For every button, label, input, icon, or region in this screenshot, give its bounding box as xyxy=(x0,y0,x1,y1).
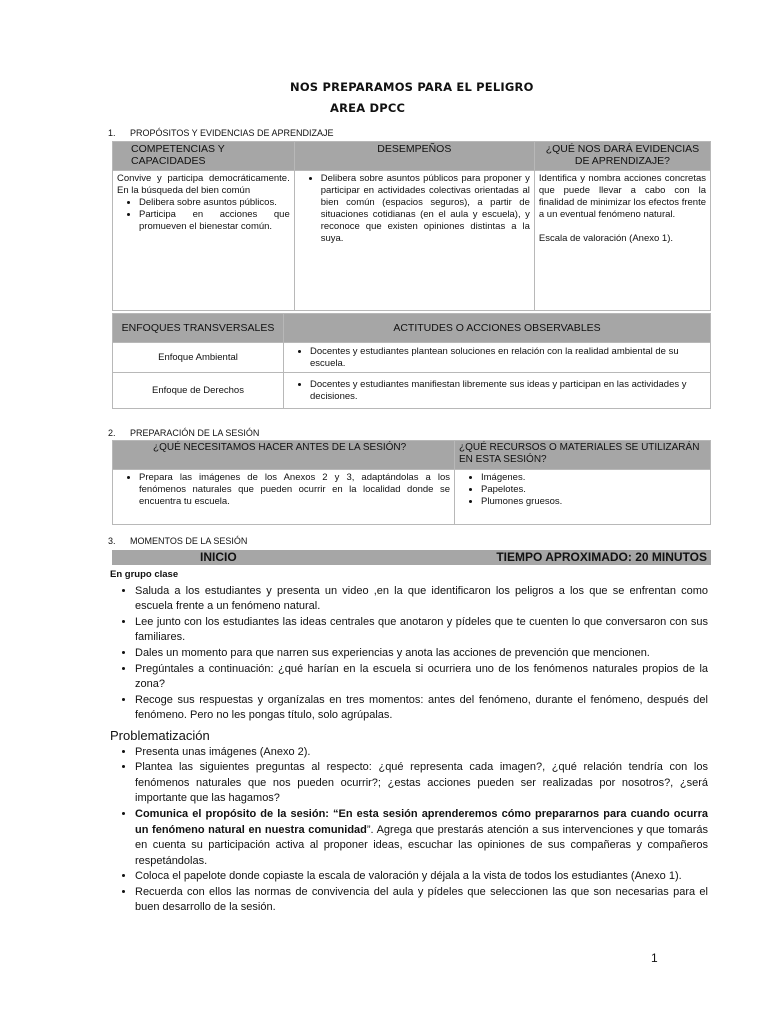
competencia-intro: Convive y participa democráticamente. En la búsqueda del bien común xyxy=(117,173,290,196)
list-item: • Lee junto con los estudiantes las ideas centrales que anotaron y pídeles que te cuenten lo que conversaron con sus familiares. xyxy=(135,615,708,646)
list-item xyxy=(135,807,708,869)
escala-text: Escala de valoración (Anexo 1). xyxy=(538,233,674,244)
list-item: • Presenta unas imágenes (Anexo 2). xyxy=(135,745,708,761)
list-item: • Coloca el papelote donde copiaste la escala de valoración y déjala a la vista de todos los estudiantes (Anexo 1). xyxy=(135,869,708,885)
document-area: AREA DPCC xyxy=(330,101,406,115)
section-heading-2: 2. PREPARACIÓN DE LA SESIÓN xyxy=(108,428,260,438)
desempenos-cell xyxy=(294,171,534,311)
antes-cell xyxy=(113,470,455,525)
inicio-list xyxy=(110,584,708,724)
header-antes: ¿QUÉ NECESITAMOS HACER ANTES DE LA SESIÓN? xyxy=(113,441,455,470)
header-actitudes: ACTITUDES O ACCIONES OBSERVABLES xyxy=(284,314,711,343)
section-heading-3: 3. MOMENTOS DE LA SESIÓN xyxy=(108,536,248,546)
actitud-item: • Docentes y estudiantes manifiestan libremente sus ideas y participan en las actividades y decisiones. xyxy=(310,379,706,403)
list-item: • Recoge sus respuestas y organízalas en tres momentos: antes del fenómeno, durante el fenómeno, después del fenómeno. Pero no les pongas título, solo agrúpalas. xyxy=(135,693,708,724)
proposito-rest: ”. Agrega que prestarás atención a sus intervenciones y que tomarás en cuenta su participación activa al proponer ideas, escuchar las opiniones de sus compañeras y compañeros respetándolas. xyxy=(135,823,708,867)
header-competencias: COMPETENCIAS Y CAPACIDADES xyxy=(113,142,295,171)
header-desempenos: DESEMPEÑOS xyxy=(294,142,534,171)
recurso-item: • Plumones gruesos. xyxy=(481,496,706,508)
problematizacion-list xyxy=(110,745,708,917)
list-item: • Saluda a los estudiantes y presenta un video ,en la que identificaron los peligros a los que se enfrentan como escuela frente a un fenómeno natural. xyxy=(135,584,708,615)
header-evidencias: ¿QUÉ NOS DARÁ EVIDENCIAS DE APRENDIZAJE? xyxy=(534,142,710,171)
competencias-cell xyxy=(113,171,295,311)
inicio-label: INICIO xyxy=(200,550,237,564)
document-title: NOS PREPARAMOS PARA EL PELIGRO xyxy=(290,80,534,94)
actitud-cell xyxy=(284,373,711,409)
recurso-item: • Papelotes. xyxy=(481,484,706,496)
inicio-bar xyxy=(112,550,711,565)
actitud-item: • Docentes y estudiantes plantean soluciones en relación con la realidad ambiental de su escuela. xyxy=(310,346,706,370)
problematizacion-subtitle: Problematización xyxy=(110,727,210,743)
enfoque-label: Enfoque Ambiental xyxy=(113,343,284,373)
list-item: • Plantea las siguientes preguntas al respecto: ¿qué representa cada imagen?, ¿qué relación tendría con los fenómenos naturales que nos pueden ocurrir?; ¿estas acciones pueden ser realizadas por nosotros?, ¿será importante que las hagamos? xyxy=(135,760,708,807)
actitud-cell xyxy=(284,343,711,373)
section-heading-1: 1. PROPÓSITOS Y EVIDENCIAS DE APRENDIZAJE xyxy=(108,128,334,138)
capacidad-item: • Participa en acciones que promueven el bienestar común. xyxy=(139,209,290,233)
grupo-clase-subtitle: En grupo clase xyxy=(110,569,179,580)
list-item: • Recuerda con ellos las normas de convivencia del aula y pídeles que seleccionen las que son necesarias para el buen desarrollo de la sesión. xyxy=(135,885,708,916)
tiempo-label: TIEMPO APROXIMADO: 20 MINUTOS xyxy=(496,550,707,564)
page-number: 1 xyxy=(651,951,658,965)
list-item: • Dales un momento para que narren sus experiencias y anota las acciones de prevención que mencionen. xyxy=(135,646,708,662)
capacidad-item: • Delibera sobre asuntos públicos. xyxy=(139,197,290,209)
session-body xyxy=(110,567,708,916)
proposito-bold: Comunica el propósito de la sesión: “En esta sesión aprenderemos cómo prepararnos para cuando ocurra un fenómeno natural en nuestra comunidad xyxy=(135,807,708,836)
list-item: • Pregúntales a continuación: ¿qué harían en la escuela si ocurriera uno de los fenómenos naturales propios de la zona? xyxy=(135,662,708,693)
enfoques-table xyxy=(112,313,711,409)
recursos-cell xyxy=(455,470,711,525)
header-enfoques: ENFOQUES TRANSVERSALES xyxy=(113,314,284,343)
header-recursos: ¿QUÉ RECURSOS O MATERIALES SE UTILIZARÁN EN ESTA SESIÓN? xyxy=(455,441,711,470)
evidencias-cell xyxy=(534,171,710,311)
enfoque-label: Enfoque de Derechos xyxy=(113,373,284,409)
antes-item: • Prepara las imágenes de los Anexos 2 y 3, adaptándolas a los fenómenos naturales que pueden ocurrir en la localidad donde se encuentra tu escuela. xyxy=(139,472,450,508)
recurso-item: • Imágenes. xyxy=(481,472,706,484)
evidencia-text: Identifica y nombra acciones concretas que puede llevar a cabo con la finalidad de minimizar los efectos frente a un eventual fenómeno natural. xyxy=(538,173,706,220)
desempeno-item: • Delibera sobre asuntos públicos para proponer y participar en actividades colectivas orientadas al bien común (espacios seguros), a partir de situaciones cotidianas (en el aula y escuela), y reconoce que existen opiniones distintas a la suya. xyxy=(321,173,530,245)
preparacion-table xyxy=(112,440,711,525)
competencias-table xyxy=(112,141,711,311)
